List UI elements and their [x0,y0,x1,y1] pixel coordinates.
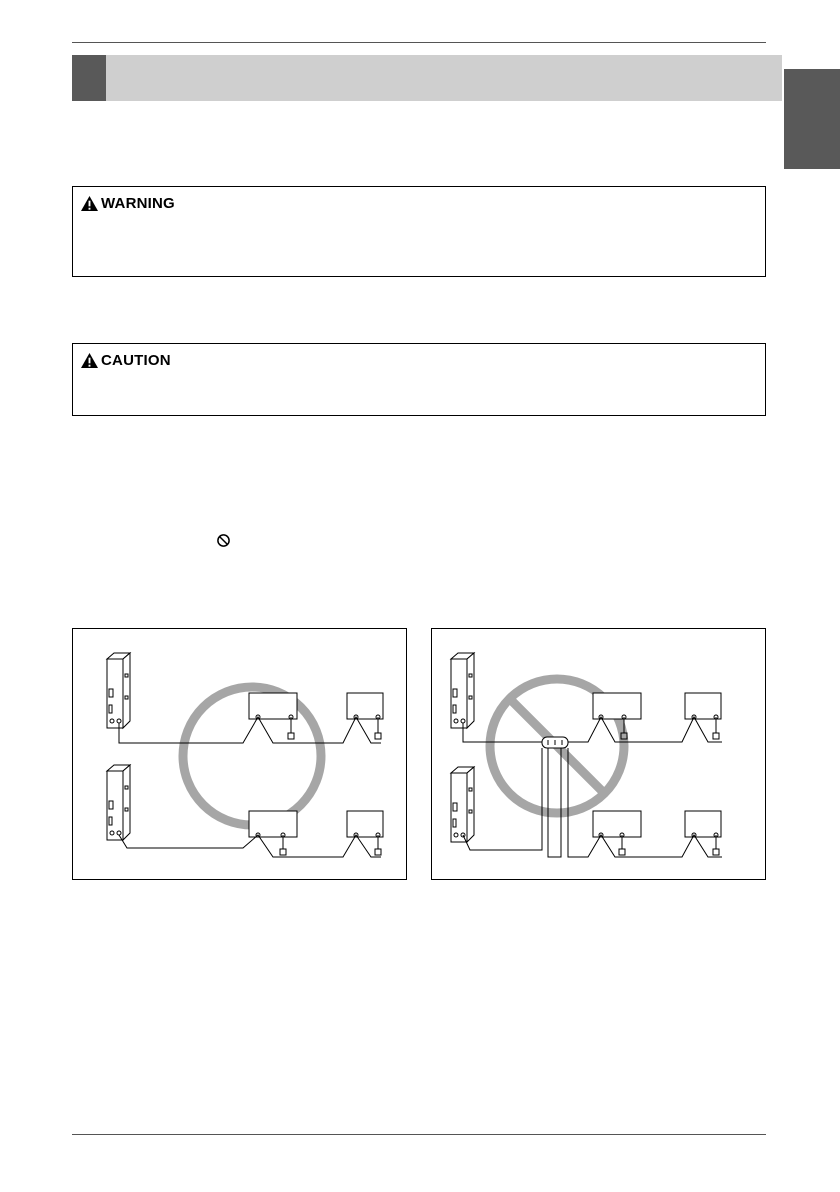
section-header-bar [72,55,782,101]
outdoor-unit-2 [107,765,130,840]
warning-heading [80,194,175,212]
indoor-unit-2a [249,811,297,837]
correct-wiring-figure [72,628,407,880]
correct-wiring-diagram [73,629,407,880]
outdoor-unit-1 [451,653,474,728]
caution-triangle-icon [80,352,99,369]
header-rule [72,42,766,43]
caution-box [72,343,766,416]
prohibited-wiring-figure [431,628,766,880]
warning-box [72,186,766,277]
outdoor-unit-2 [451,767,474,842]
footer-rule [72,1134,766,1135]
caution-heading [80,351,171,369]
caution-label: CAUTION [101,351,171,369]
outdoor-unit-1 [107,653,130,728]
prohibited-wiring-diagram [432,629,766,880]
warning-triangle-icon [80,195,99,212]
section-number-block [72,55,106,101]
warning-label: WARNING [101,194,175,212]
prohibited-icon [216,533,231,548]
chapter-side-tab [784,69,840,169]
